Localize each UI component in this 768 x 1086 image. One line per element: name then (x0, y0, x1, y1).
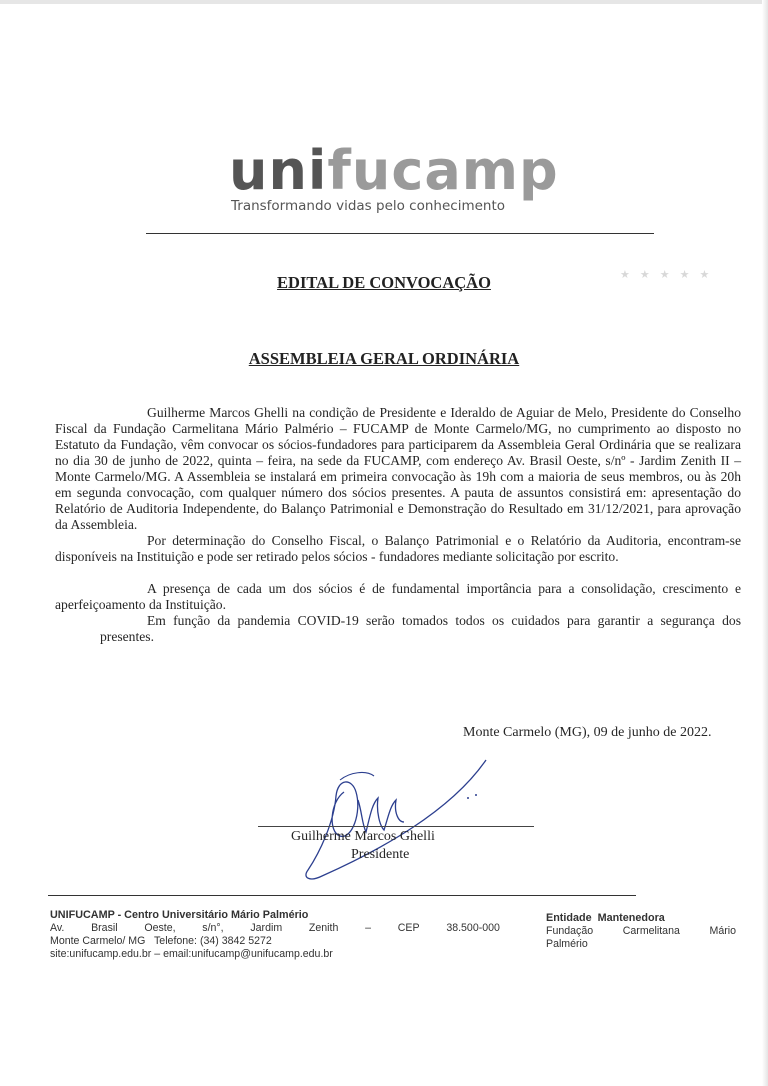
assembleia-title: ASSEMBLEIA GERAL ORDINÁRIA (248, 349, 520, 368)
footer-web-line: site:unifucamp.edu.br – email:unifucamp@unifucamp.edu.br (50, 948, 333, 960)
footer-address-line1 (50, 922, 500, 935)
signature-line (258, 826, 534, 827)
paragraph-pandemic: Em função da pandemia COVID-19 serão tomados todos os cuidados para garantir a segurança dos presentes. (100, 613, 741, 644)
footer-entity-line2: Palmério (546, 938, 588, 950)
footer-divider (48, 895, 636, 896)
addr-word: Brasil (91, 922, 118, 934)
addr-word: Zenith (308, 922, 339, 934)
signer-role: Presidente (351, 847, 410, 862)
footer-address-line2: Monte Carmelo/ MG Telefone: (34) 3842 5272 (50, 935, 272, 947)
body-text (55, 405, 741, 645)
logo-tagline: Transformando vidas pelo conhecimento (231, 198, 506, 214)
addr-word: s/n°, (202, 922, 224, 934)
edital-title: EDITAL DE CONVOCAÇÃO (277, 273, 491, 292)
date-place: Monte Carmelo (MG), 09 de junho de 2022. (463, 725, 712, 740)
addr-word: Oeste, (144, 922, 176, 934)
addr-word: CEP (397, 922, 420, 934)
addr-word: 38.500-000 (446, 922, 500, 934)
paragraph-availability: Por determinação do Conselho Fiscal, o Balanço Patrimonial e o Relatório da Auditoria, encontram-se disponíveis na Instituição e pode ser retirado pelos sócios - fundadores mediante solicitação por escrito. (55, 533, 741, 564)
addr-word: Jardim (250, 922, 283, 934)
footer-institution-block (50, 909, 500, 961)
footer-institution-name: UNIFUCAMP - Centro Universitário Mário Palmério (50, 909, 309, 921)
addr-word: – (365, 922, 372, 934)
paragraph-presence: A presença de cada um dos sócios é de fundamental importância para a consolidação, crescimento e aperfeiçoamento da Instituição. (55, 581, 741, 612)
logo-wordmark (229, 139, 559, 202)
footer-entity-title: Entidade Mantenedora (546, 912, 665, 924)
paragraph-convocation: Guilherme Marcos Ghelli na condição de Presidente e Ideraldo de Aguiar de Melo, Presidente do Conselho Fiscal da Fundação Carmelitana Mário Palmério – FUCAMP de Monte Carmelo/MG, no cumprimento ao disposto no Estatuto da Fundação, vêm convocar os sócios-fundadores para participarem da Assembleia Geral Ordinária que se realizara no dia 30 de junho de 2022, quinta – feira, na sede da FUCAMP, com endereço Av. Brasil Oeste, s/nº - Jardim Zenith II – Monte Carmelo/MG. A Assembleia se instalará em primeira convocação às 19h com a maioria de seus membros, ou às 20h em segunda convocação, com qualquer número dos sócios presentes. A pauta de assuntos consistirá em: apresentação do Relatório de Auditoria Independente, do Balanço Patrimonial e Demonstração do Resultado em 31/12/2021, para aprovação da Assembleia. (55, 405, 741, 532)
scan-right-edge (762, 0, 768, 1086)
entity-word: Carmelitana (622, 925, 680, 937)
logo-stars: ★★★★★ (620, 268, 720, 281)
footer-entity-block (546, 912, 736, 951)
logo-name-fucamp: fucamp (327, 139, 559, 202)
addr-word: Av. (50, 922, 65, 934)
entity-word: Fundação (546, 925, 594, 937)
entity-word: Mário (709, 925, 736, 937)
unifucamp-logo (229, 134, 720, 281)
logo-name-uni: uni (229, 139, 328, 202)
signer-name: Guilherme Marcos Ghelli (291, 829, 435, 844)
header-divider (146, 233, 654, 234)
scan-top-edge (0, 0, 768, 4)
footer-entity-line1 (546, 925, 736, 938)
